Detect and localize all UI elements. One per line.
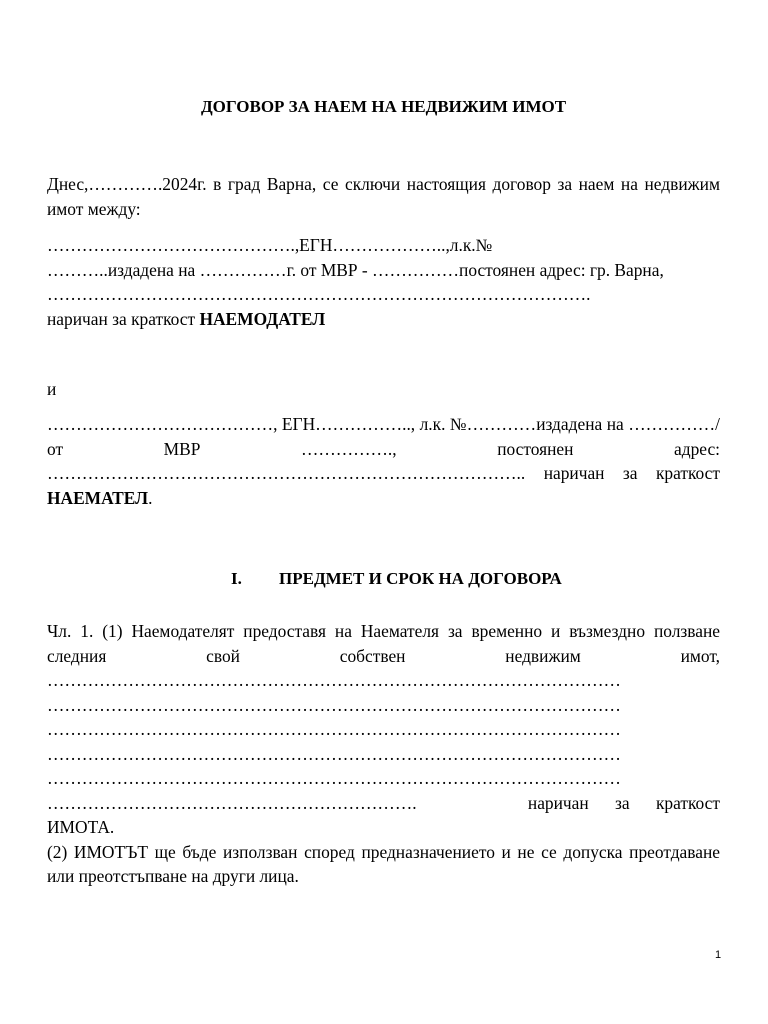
property-word: ИМОТА. (47, 817, 115, 837)
landlord-line-3: …………………………………………………………………………………. (47, 284, 591, 304)
landlord-designation (47, 307, 720, 332)
article-1-block (47, 619, 720, 889)
contract-title: ДОГОВОР ЗА НАЕМ НА НЕДВИЖИМ ИМОТ (200, 97, 567, 116)
dotted-line-5: ……………………………………………………………………………………… (47, 768, 621, 788)
section-1-heading (231, 567, 562, 591)
landlord-called-prefix: наричан за краткост (47, 308, 200, 329)
document-page (47, 0, 720, 1024)
section-1-number: I. (231, 569, 242, 588)
landlord-line-2: ………..издадена на ……………г. от МВР - ……………постоянен адрес: гр. Варна, (47, 259, 664, 280)
dotted-line-4: ……………………………………………………………………………………… (47, 743, 621, 764)
called-text: наричан за краткост (527, 792, 720, 813)
tenant-period: . (148, 487, 153, 508)
dotted-line-2: ……………………………………………………………………………………… (47, 694, 621, 715)
tenant-block (47, 412, 720, 510)
landlord-line-1: …………………………………….,ЕГН………………..,л.к.№ (47, 235, 493, 255)
article-1-paragraph-1: Чл. 1. (1) Наемодателят предоставя на Наемателя за временно и възмездно ползване следния свой собствен недвижим имот, (47, 621, 720, 666)
and-word: и (47, 379, 57, 399)
landlord-block (47, 233, 720, 331)
section-1-title: ПРЕДМЕТ И СРОК НА ДОГОВОРА (279, 569, 562, 588)
intro-paragraph: Днес,………….2024г. в град Варна, се сключи настоящия договор за наем на недвижим имот между: (47, 174, 720, 219)
landlord-label: НАЕМОДАТЕЛ (199, 308, 326, 329)
last-dotted-line: ………………………………………………………. (47, 792, 417, 813)
article-1-called-line (47, 791, 720, 816)
dotted-line-1: ……………………………………………………………………………………… (47, 670, 621, 690)
article-1-paragraph-2: (2) ИМОТЪТ ще бъде използван според предназначението и не се допуска преотдаване или преотстъпване на други лица. (47, 841, 720, 886)
dotted-line-3: ……………………………………………………………………………………… (47, 719, 621, 739)
page-number: 1 (715, 949, 722, 961)
tenant-label: НАЕМАТЕЛ (47, 487, 149, 508)
tenant-text: …………………………………, ЕГН…………….., л.к. №…………издадена на ……………/от МВР ……………., постоянен адрес: ……………………………………………………………………….. наричан за краткост (47, 414, 720, 483)
